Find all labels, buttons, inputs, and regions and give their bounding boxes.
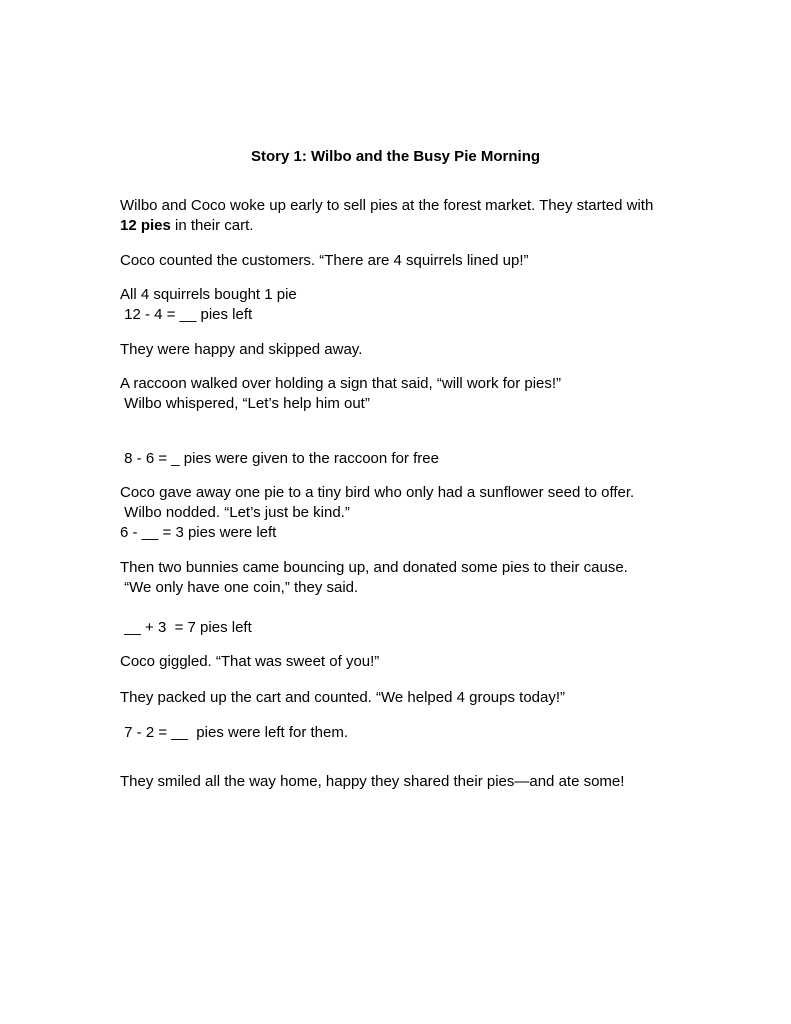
paragraph-ending: They smiled all the way home, happy they shared their pies—and ate some! xyxy=(120,773,625,790)
math-problem-4: __ + 3 = 7 pies left xyxy=(120,619,252,636)
paragraph-intro-line-1: Wilbo and Coco woke up early to sell pies at the forest market. They started with xyxy=(120,197,654,214)
paragraph-bird-line-2: Wilbo nodded. “Let’s just be kind.” xyxy=(120,504,350,521)
paragraph-giggled: Coco giggled. “That was sweet of you!” xyxy=(120,653,380,670)
math-problem-5: 7 - 2 = __ pies were left for them. xyxy=(120,724,349,741)
math-problem-1: 12 - 4 = __ pies left xyxy=(120,306,253,323)
math-problem-2: 8 - 6 = _ pies were given to the raccoon for free xyxy=(120,450,439,467)
paragraph-customers: Coco counted the customers. “There are 4 squirrels lined up!” xyxy=(120,252,529,269)
paragraph-squirrels: All 4 squirrels bought 1 pie xyxy=(120,286,297,303)
paragraph-bunnies-line-1: Then two bunnies came bouncing up, and donated some pies to their cause. xyxy=(120,559,628,576)
paragraph-raccoon-line-2: Wilbo whispered, “Let’s help him out” xyxy=(120,395,370,412)
paragraph-packed: They packed up the cart and counted. “We helped 4 groups today!” xyxy=(120,689,566,706)
paragraph-raccoon-line-1: A raccoon walked over holding a sign that said, “will work for pies!” xyxy=(120,375,562,392)
paragraph-skipped: They were happy and skipped away. xyxy=(120,341,363,358)
paragraph-intro-line-2 xyxy=(120,216,253,236)
paragraph-bird-line-1: Coco gave away one pie to a tiny bird who only had a sunflower seed to offer. xyxy=(120,484,635,501)
story-title: Story 1: Wilbo and the Busy Pie Morning xyxy=(250,148,541,165)
bold-pie-count: 12 pies xyxy=(120,217,171,234)
intro-line-2-rest: in their cart. xyxy=(170,217,254,234)
paragraph-bunnies-line-2: “We only have one coin,” they said. xyxy=(120,579,359,596)
math-problem-3: 6 - __ = 3 pies were left xyxy=(120,524,277,541)
